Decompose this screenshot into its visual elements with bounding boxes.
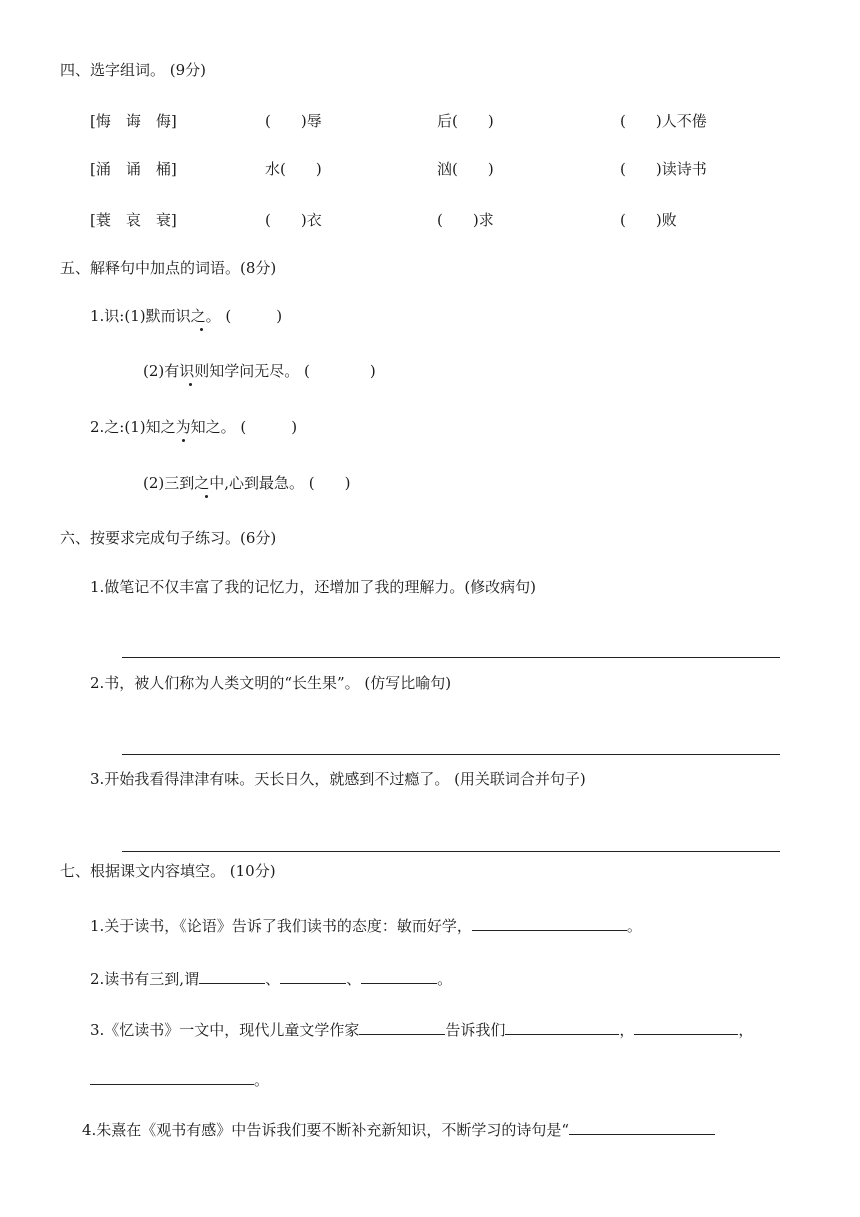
q7-1-text: 1.关于读书，《论语》告诉了我们读书的态度：敏而好学， — [90, 917, 472, 935]
q6-3: 3.开始我看得津津有味。天长日久，就感到不过瘾了。 (用关联词合并句子) — [90, 770, 586, 788]
blank[interactable] — [199, 967, 265, 984]
q7-3-text: 3.《忆读书》一文中，现代儿童文学作家 — [90, 1021, 360, 1039]
row1-c2: 后( ) — [437, 112, 494, 130]
answer-line-6-3[interactable] — [122, 851, 780, 852]
q7-2-end: 。 — [437, 970, 453, 988]
q6-2: 2.书，被人们称为人类文明的“长生果”。 (仿写比喻句) — [90, 674, 452, 692]
q7-2-text: 2.读书有三到,谓 — [90, 970, 200, 988]
blank[interactable] — [472, 914, 627, 931]
answer-line-6-2[interactable] — [122, 754, 780, 755]
blank[interactable] — [90, 1068, 254, 1085]
section-6-title: 六、按要求完成句子练习。(6分) — [60, 529, 277, 547]
row2-c2: 汹( ) — [437, 160, 494, 178]
row3-chars: [蓑 哀 衰] — [90, 211, 177, 229]
row2-c3: ( )读诗书 — [620, 160, 707, 178]
q7-3-cont — [90, 1068, 269, 1090]
emphasis-dot — [182, 439, 185, 442]
separator: 、 — [265, 970, 281, 988]
row2-c1: 水( ) — [265, 160, 322, 178]
section-5-title: 五、解释句中加点的词语。(8分) — [60, 259, 277, 277]
q7-3 — [90, 1018, 753, 1040]
blank[interactable] — [359, 1018, 445, 1035]
row1-c3: ( )人不倦 — [620, 112, 707, 130]
section-7-title: 七、根据课文内容填空。 (10分) — [60, 862, 276, 880]
emphasis-dot — [189, 383, 192, 386]
q7-1-end: 。 — [626, 917, 642, 935]
blank[interactable] — [634, 1018, 738, 1035]
q7-3-end: 。 — [254, 1071, 270, 1089]
q5-2b: (2)三到之中,心到最急。 ( ) — [143, 474, 351, 492]
q7-4 — [82, 1118, 715, 1140]
blank[interactable] — [569, 1118, 715, 1135]
q5-1b: (2)有识则知学问无尽。 ( ) — [143, 362, 376, 380]
blank[interactable] — [361, 967, 437, 984]
row3-c2: ( )求 — [437, 211, 494, 229]
section-4-title: 四、选字组词。 (9分) — [60, 61, 207, 79]
comma: ， — [738, 1021, 754, 1039]
q7-2 — [90, 967, 452, 989]
q5-1a: 1.识:(1)默而识之。 ( ) — [90, 307, 283, 325]
answer-line-6-1[interactable] — [122, 657, 780, 658]
q7-1 — [90, 914, 642, 936]
separator: 、 — [346, 970, 362, 988]
q7-3-mid: 告诉我们 — [445, 1021, 506, 1039]
comma: ， — [619, 1021, 635, 1039]
q7-4-text: 4.朱熹在《观书有感》中告诉我们要不断补充新知识，不断学习的诗句是“ — [82, 1121, 569, 1139]
row1-chars: [悔 诲 侮] — [90, 112, 177, 130]
q6-1: 1.做笔记不仅丰富了我的记忆力，还增加了我的理解力。(修改病句) — [90, 578, 537, 596]
row3-c3: ( )败 — [620, 211, 677, 229]
row2-chars: [涌 诵 桶] — [90, 160, 177, 178]
blank[interactable] — [280, 967, 346, 984]
blank[interactable] — [505, 1018, 619, 1035]
row1-c1: ( )辱 — [265, 112, 322, 130]
q5-2a: 2.之:(1)知之为知之。 ( ) — [90, 418, 298, 436]
row3-c1: ( )衣 — [265, 211, 322, 229]
emphasis-dot — [200, 328, 203, 331]
emphasis-dot — [205, 495, 208, 498]
